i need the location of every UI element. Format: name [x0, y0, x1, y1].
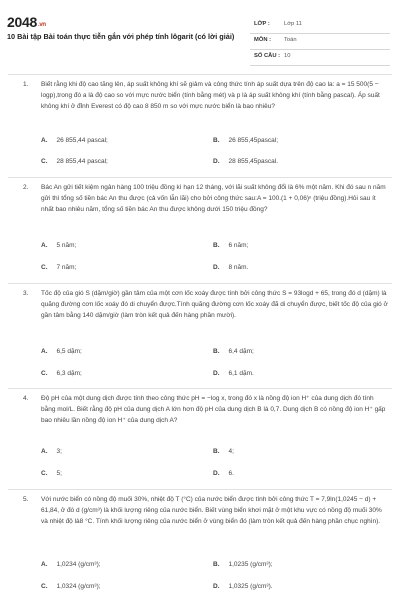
option-label: A.: [41, 242, 48, 249]
option-d[interactable]: [213, 470, 234, 477]
page-title: 10 Bài tập Bài toán thực tiễn gắn với phép tính lôgarit (có lời giải): [7, 32, 235, 41]
option-c[interactable]: [41, 470, 62, 477]
option-label: A.: [41, 561, 48, 568]
option-text: 6,5 dặm;: [56, 348, 82, 355]
page-header: [0, 0, 400, 66]
option-b[interactable]: [213, 448, 234, 455]
option-label: D.: [213, 264, 220, 271]
meta-value: 10: [284, 53, 291, 59]
option-label: D.: [213, 158, 220, 165]
option-c[interactable]: [41, 158, 108, 165]
option-text: 7 năm;: [56, 264, 77, 271]
divider: [8, 489, 392, 490]
option-text: 1,0234 (g/cm³);: [56, 561, 101, 568]
option-text: 1,0235 (g/cm³);: [228, 561, 273, 568]
option-text: 26 855,44 pascal;: [56, 137, 108, 144]
option-b[interactable]: [213, 242, 248, 249]
option-label: B.: [213, 137, 220, 144]
site-logo[interactable]: [7, 14, 46, 30]
logo-text: 2048: [7, 14, 37, 30]
logo-domain: .vn: [37, 22, 46, 28]
option-text: 26 855,45pascal;: [228, 137, 279, 144]
option-label: C.: [41, 370, 48, 377]
option-text: 4;: [228, 448, 234, 455]
option-text: 5 năm;: [56, 242, 77, 249]
option-text: 6,4 dặm;: [228, 348, 254, 355]
question-number: 4.: [23, 395, 29, 402]
option-label: A.: [41, 448, 48, 455]
option-a[interactable]: [41, 448, 62, 455]
option-label: D.: [213, 583, 220, 590]
option-label: B.: [213, 561, 220, 568]
question-text: Bác An gửi tiết kiệm ngân hàng 100 triệu đồng kì hạn 12 tháng, với lãi suất không đổi là 6% một năm. Khi đó sau n năm gửi thì tổng số tiền bác An thu được (cả vốn lẫn lãi) cho bởi công thức sau:A = 100.(1 + 0,06)ⁿ (triệu đồng).Hỏi sau ít nhất bao nhiêu năm, tổng số tiền bác An thu được không dưới 150 triệu đồng?: [41, 184, 386, 213]
option-a[interactable]: [41, 561, 101, 568]
option-label: C.: [41, 470, 48, 477]
divider: [8, 74, 392, 75]
divider: [8, 177, 392, 178]
divider: [8, 283, 392, 284]
option-c[interactable]: [41, 370, 82, 377]
meta-key: SỐ CÂU :: [254, 53, 281, 59]
option-text: 6.: [228, 470, 234, 477]
option-a[interactable]: [41, 242, 76, 249]
meta-table: [250, 18, 390, 66]
option-text: 5;: [56, 470, 62, 477]
option-label: B.: [213, 348, 220, 355]
meta-value: Toán: [284, 37, 297, 43]
question-text: Biết rằng khi độ cao tăng lên, áp suất không khí sẽ giảm và công thức tính áp suất dựa trên độ cao la: a = 15 500(5 − logp),trong đó a là độ cao so với mực nước biển (tính bằng mét) và p là áp suất không khí (tính bằng pascal). Áp suất không khí ở đỉnh Everest có độ cao 8 850 m so với mực nước biển là bao nhiêu?: [41, 81, 380, 110]
meta-row-class: [250, 18, 390, 34]
option-label: A.: [41, 348, 48, 355]
option-text: 6,1 dặm.: [228, 370, 254, 377]
option-label: B.: [213, 242, 220, 249]
option-text: 8 năm.: [228, 264, 249, 271]
option-text: 1,0324 (g/cm³);: [56, 583, 101, 590]
option-text: 1,0325 (g/cm³).: [228, 583, 273, 590]
question-text: Với nước biển có nồng độ muối 30%, nhiệt độ T (°C) của nước biển được tính bởi công thức T = 7,9ln(1,0245 − d) + 61,84, ở đó d (g/cm³) là khối lượng riêng của nước biển. Biết vùng biển khơi mặt ở một khu vực có nồng độ muối 30% và nhiệt độ là8 °C. Tính khối lượng riêng của nước biển ở vùng biển đó (làm tròn kết quả đến hàng phần chục nghìn).: [41, 496, 382, 525]
question-number: 2.: [23, 184, 29, 191]
option-a[interactable]: [41, 348, 82, 355]
meta-value: Lớp 11: [284, 21, 302, 27]
question-text: Độ pH của một dung dịch được tính theo công thức pH = −log x, trong đó x là nồng độ ion H⁺ của dung dịch đó tính bằng mol/L. Biết rằng độ pH của dung dịch A lớn hơn độ pH của dung dịch B là 0,7. Dung dịch B có nồng độ ion H⁺ gấp bao nhiêu lần nồng độ ion H⁺ của dung dịch A?: [41, 395, 386, 424]
question-number: 5.: [23, 496, 29, 503]
option-text: 3;: [56, 448, 62, 455]
meta-key: MÔN :: [254, 37, 272, 43]
option-c[interactable]: [41, 264, 76, 271]
option-label: C.: [41, 583, 48, 590]
option-text: 6 năm;: [228, 242, 249, 249]
option-label: D.: [213, 470, 220, 477]
question-number: 1.: [23, 81, 29, 88]
option-label: A.: [41, 137, 48, 144]
meta-row-count: [250, 50, 390, 66]
option-label: C.: [41, 264, 48, 271]
option-d[interactable]: [213, 370, 254, 377]
meta-row-subject: [250, 34, 390, 50]
option-label: B.: [213, 448, 220, 455]
option-b[interactable]: [213, 137, 278, 144]
option-a[interactable]: [41, 137, 108, 144]
option-b[interactable]: [213, 561, 273, 568]
option-text: 28 855,44 pascal;: [56, 158, 108, 165]
option-d[interactable]: [213, 158, 278, 165]
option-c[interactable]: [41, 583, 101, 590]
option-label: D.: [213, 370, 220, 377]
divider: [8, 388, 392, 389]
question-text: Tốc độ của gió S (dặm/giờ) gần tâm của một cơn lốc xoáy được tính bởi công thức S = 93logd + 65, trong đó d (dặm) là quãng đường cơn lốc xoáy đó di chuyển được.Tính quãng đường cơn lốc xoáy đã di chuyển được, biết tốc độ của gió ở gần tâm bằng 140 dặm/giờ (làm tròn kết quả đến hàng phần mười).: [41, 290, 388, 319]
option-label: C.: [41, 158, 48, 165]
meta-key: LỚP :: [254, 21, 270, 27]
option-d[interactable]: [213, 264, 248, 271]
option-d[interactable]: [213, 583, 273, 590]
option-text: 6,3 dặm;: [56, 370, 82, 377]
question-number: 3.: [23, 290, 29, 297]
option-b[interactable]: [213, 348, 254, 355]
option-text: 28 855,45pascal.: [228, 158, 279, 165]
